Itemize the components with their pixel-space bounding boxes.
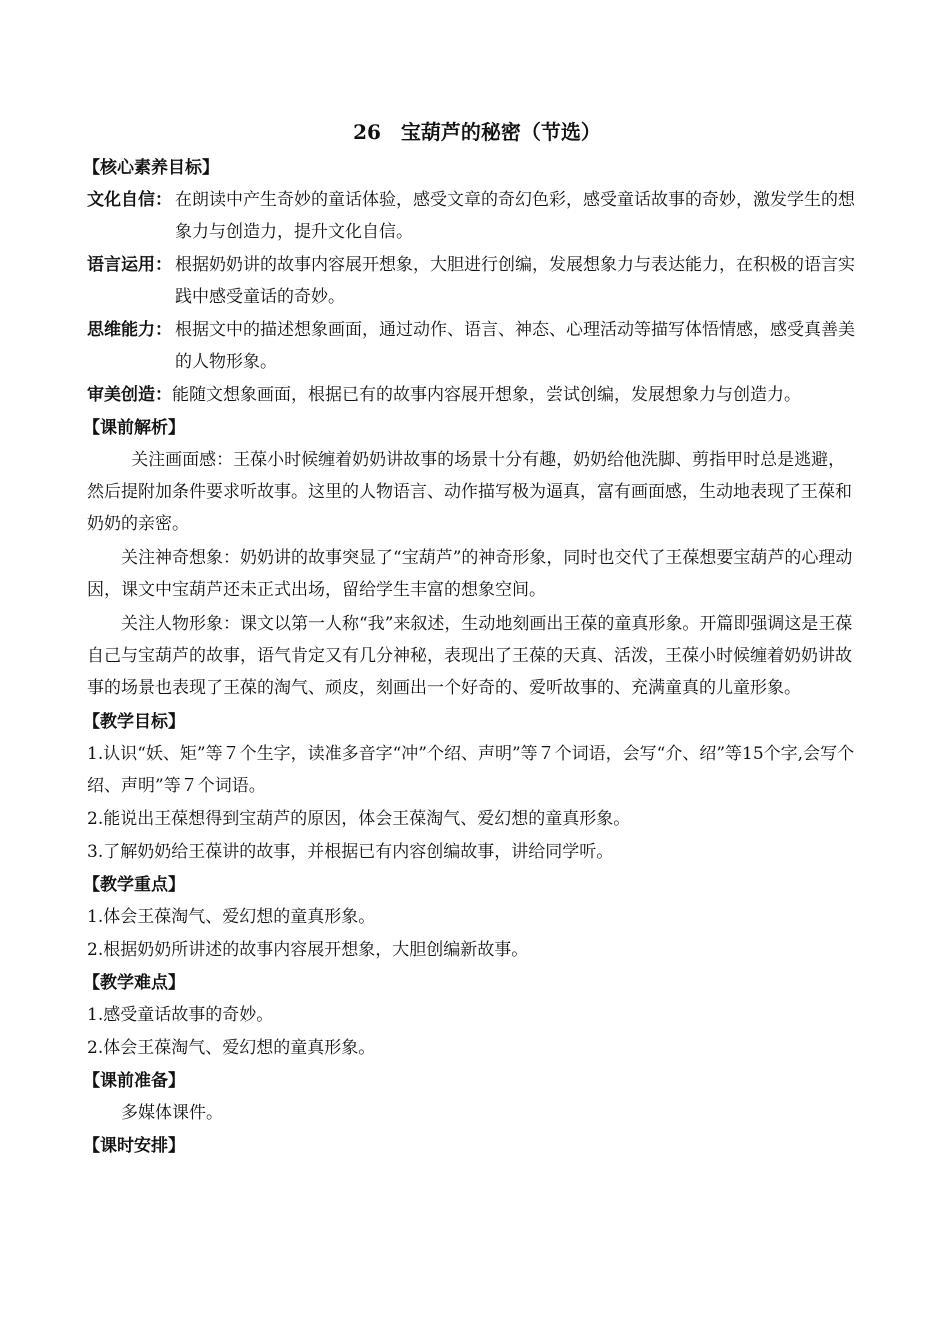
section-heading-analysis: 【课前解析】 <box>83 418 185 438</box>
list-item: 2.能说出王葆想得到宝葫芦的原因，体会王葆淘气、爱幻想的童真形象。 <box>87 809 631 829</box>
section-heading-goals: 【教学目标】 <box>83 712 185 732</box>
goal-label: 文化自信： <box>87 190 172 210</box>
prep-text: 多媒体课件。 <box>121 1103 223 1123</box>
list-item: 2.体会王葆淘气、爱幻想的童真形象。 <box>87 1038 376 1058</box>
goal-text: 根据奶奶讲的故事内容展开想象，大胆进行创编，发展想象力与表达能力，在积极的语言实践中感受童话的奇妙。 <box>175 255 855 307</box>
section-heading-prep: 【课前准备】 <box>83 1071 185 1091</box>
goal-label: 审美创造： <box>87 385 172 405</box>
section-heading-difficult: 【教学难点】 <box>83 973 185 993</box>
goal-item <box>87 379 857 411</box>
goal-label: 语言运用： <box>87 255 172 275</box>
goal-text: 根据文中的描述想象画面，通过动作、语言、神态、心理活动等描写体悟情感，感受真善美的人物形象。 <box>175 320 855 372</box>
list-item: 1.感受童话故事的奇妙。 <box>87 1005 274 1025</box>
section-heading-core: 【核心素养目标】 <box>83 158 219 178</box>
document-page <box>83 112 857 1162</box>
analysis-paragraph: 关注人物形象：课文以第一人称“我”来叙述，生动地刻画出王葆的童真形象。开篇即强调这是王葆自己与宝葫芦的故事，语气肯定又有几分神秘，表现出了王葆的天真、活泼，王葆小时候缠着奶奶讲故事的场景也表现了王葆的淘气、顽皮，刻画出一个好奇的、爱听故事的、充满童真的儿童形象。 <box>87 614 853 698</box>
goal-item <box>87 314 857 378</box>
list-item: 3.了解奶奶给王葆讲的故事，并根据已有内容创编故事，讲给同学听。 <box>87 842 614 862</box>
goal-text: 能随文想象画面，根据已有的故事内容展开想象，尝试创编，发展想象力与创造力。 <box>172 385 801 405</box>
list-item: 1.认识“妖、矩”等７个生字，读准多音字“冲”个绍、声明”等７个词语，会写“介、绍”等15个字,会写个绍、声明”等７个词语。 <box>87 744 855 796</box>
analysis-paragraph: 关注神奇想象：奶奶讲的故事突显了“宝葫芦”的神奇形象，同时也交代了王葆想要宝葫芦的心理动因，课文中宝葫芦还未正式出场，留给学生丰富的想象空间。 <box>87 548 853 600</box>
section-heading-schedule: 【课时安排】 <box>83 1136 185 1156</box>
page-title: 26 宝葫芦的秘密（节选） <box>353 120 601 144</box>
goal-item <box>87 249 857 313</box>
analysis-paragraph: 关注画面感：王葆小时候缠着奶奶讲故事的场景十分有趣，奶奶给他洗脚、剪指甲时总是逃避，然后提附加条件要求听故事。这里的人物语言、动作描写极为逼真，富有画面感，生动地表现了王葆和奶奶的亲密。 <box>87 450 852 534</box>
list-item: 1.体会王葆淘气、爱幻想的童真形象。 <box>87 907 376 927</box>
list-item: 2.根据奶奶所讲述的故事内容展开想象，大胆创编新故事。 <box>87 940 529 960</box>
goal-text: 在朗读中产生奇妙的童话体验，感受文章的奇幻色彩，感受童话故事的奇妙，激发学生的想象力与创造力，提升文化自信。 <box>175 190 855 242</box>
goal-label: 思维能力： <box>87 320 172 340</box>
goal-item <box>87 184 857 248</box>
section-heading-key: 【教学重点】 <box>83 875 185 895</box>
